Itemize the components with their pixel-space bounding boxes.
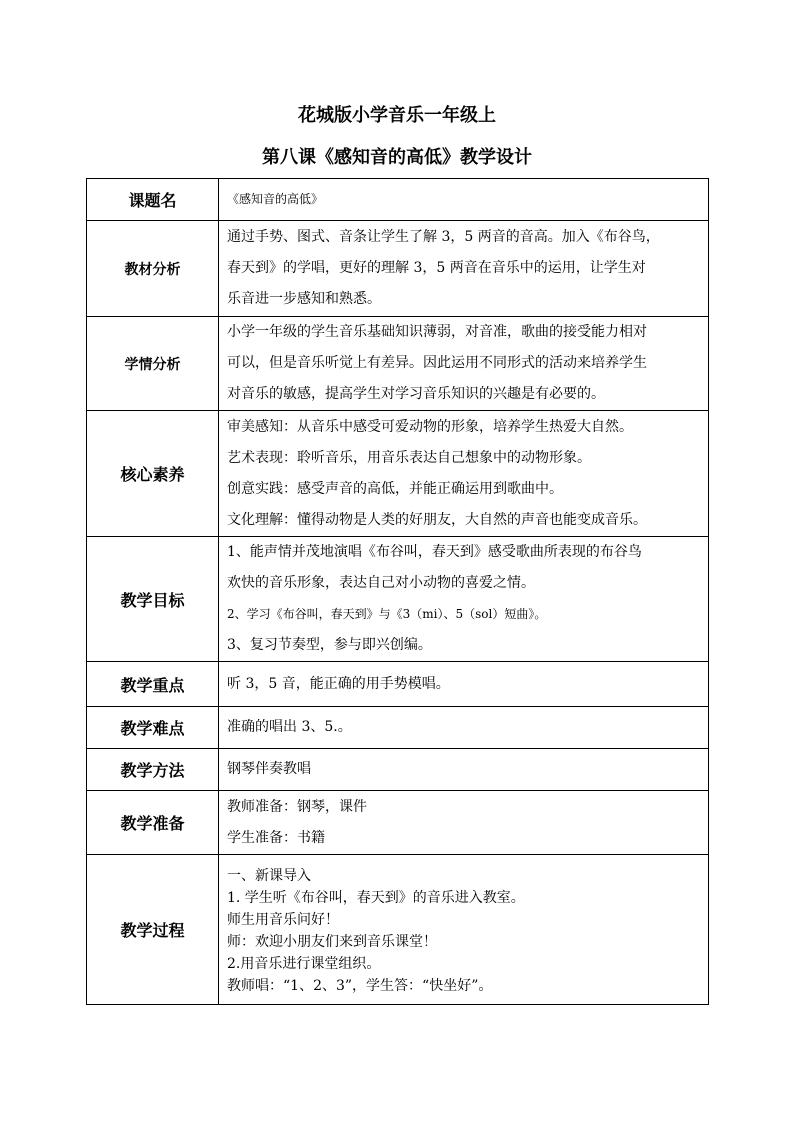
- row-content: [219, 411, 709, 537]
- row-content: [219, 662, 709, 707]
- content-line: 师：欢迎小朋友们来到音乐课堂！: [227, 933, 437, 950]
- content-line: 钢琴伴奏教唱: [227, 761, 311, 777]
- content-line: 艺术表现：聆听音乐，用音乐表达自己想象中的动物形象。: [227, 449, 591, 466]
- content-line: 准确的唱出 3、5.。: [227, 719, 352, 735]
- document-subtitle: 第八课《感知音的高低》教学设计: [262, 147, 532, 168]
- content-line: 审美感知：从音乐中感受可爱动物的形象，培养学生热爱大自然。: [227, 418, 633, 435]
- document-title: 花城版小学音乐一年级上: [298, 105, 496, 126]
- table-row: [87, 317, 709, 411]
- row-content: [219, 537, 709, 662]
- content-line: 对音乐的敏感，提高学生对学习音乐知识的兴趣是有必要的。: [227, 386, 605, 402]
- row-label: 教学目标: [87, 537, 219, 662]
- content-line: 小学一年级的学生音乐基础知识薄弱，对音准，歌曲的接受能力相对: [227, 324, 647, 340]
- row-label: 学情分析: [87, 317, 219, 411]
- lesson-plan-table: [86, 178, 709, 1005]
- content-line: 2.用音乐进行课堂组织。: [227, 955, 381, 972]
- content-line: 通过手势、图式、音条让学生了解 3，5 两音的音高。加入《布谷鸟，: [227, 229, 660, 245]
- content-line: 文化理解：懂得动物是人类的好朋友，大自然的声音也能变成音乐。: [227, 511, 647, 528]
- content-line: 可以，但是音乐听觉上有差异。因此运用不同形式的活动来培养学生: [227, 355, 647, 371]
- table-row: [87, 662, 709, 707]
- row-label: 课题名: [87, 179, 219, 221]
- content-line: 听 3，5 音，能正确的用手势模唱。: [227, 675, 450, 692]
- content-line: 2、学习《布谷叫，春天到》与《3（mi）、5（sol）短曲》。: [227, 607, 547, 621]
- content-line: 一、新课导入: [227, 867, 311, 884]
- table-row: [87, 221, 709, 317]
- table-row: [87, 791, 709, 855]
- row-label: 教学准备: [87, 791, 219, 855]
- table-row: [87, 707, 709, 749]
- row-label: 教学方法: [87, 749, 219, 791]
- row-content: [219, 855, 709, 1005]
- table-row: [87, 749, 709, 791]
- row-content: [219, 791, 709, 855]
- row-content: [219, 317, 709, 411]
- row-label: 教材分析: [87, 221, 219, 317]
- content-line: 《感知音的高低》: [227, 192, 324, 206]
- table-row: [87, 411, 709, 537]
- row-content: [219, 749, 709, 791]
- row-content: [219, 221, 709, 317]
- row-label: 教学过程: [87, 855, 219, 1005]
- table-row: [87, 855, 709, 1005]
- content-line: 教师唱：“1、2、3”，学生答：“快坐好”。: [227, 977, 493, 994]
- content-line: 1、能声情并茂地演唱《布谷叫，春天到》感受歌曲所表现的布谷鸟: [227, 544, 642, 560]
- row-label: 教学重点: [87, 662, 219, 707]
- content-line: 春天到》的学唱，更好的理解 3，5 两音在音乐中的运用，让学生对: [227, 260, 646, 276]
- content-line: 1. 学生听《布谷叫，春天到》的音乐进入教室。: [227, 889, 525, 906]
- row-label: 核心素养: [87, 411, 219, 537]
- content-line: 欢快的音乐形象，表达自己对小动物的喜爱之情。: [227, 575, 535, 591]
- row-content: [219, 179, 709, 221]
- content-line: 学生准备：书籍: [227, 829, 325, 846]
- content-line: 创意实践：感受声音的高低，并能正确运用到歌曲中。: [227, 480, 563, 497]
- content-line: 3、复习节奏型，参与即兴创编。: [227, 637, 432, 653]
- row-label: 教学难点: [87, 707, 219, 749]
- table-row: [87, 537, 709, 662]
- table-row: [87, 179, 709, 221]
- content-line: 乐音进一步感知和熟悉。: [227, 291, 381, 307]
- content-line: 师生用音乐问好！: [227, 911, 339, 928]
- content-line: 教师准备：钢琴，课件: [227, 798, 367, 815]
- row-content: [219, 707, 709, 749]
